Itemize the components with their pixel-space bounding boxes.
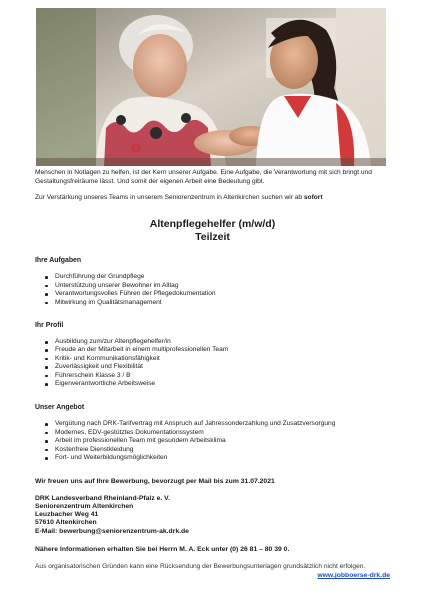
tasks-heading: Ihre Aufgaben: [35, 257, 82, 265]
list-item: Eigenverantwortliche Arbeitsweise: [55, 380, 390, 388]
tasks-list: [35, 273, 390, 307]
list-item: Zuverlässigkeit und Flexibilität: [55, 363, 390, 371]
reinforcement-sentence: Zur Verstärkung unseres Teams in unserem Seniorenzentrum in Altenkirchen suchen wir ab: [35, 194, 304, 202]
reinforcement-text: [35, 193, 390, 202]
contact-info: Nähere Informationen erhalten Sie bei Herrn M. A. Eck unter (0) 26 81 – 80 39 0.: [35, 545, 290, 553]
offer-list: [35, 420, 390, 462]
list-item: Führerschein Klasse 3 / B: [55, 372, 390, 380]
list-item: Kostenfreie Dienstkleidung: [55, 446, 390, 454]
address-facility: Seniorenzentrum Altenkirchen: [35, 502, 134, 510]
list-item: Vergütung nach DRK-Tarifvertrag mit Anspruch auf Jahressonderzahlung und Zusatzversorgung: [55, 420, 390, 428]
list-item: Unterstützung unserer Bewohner im Alltag: [55, 282, 390, 290]
reinforcement-emphasis: sofort: [303, 194, 323, 202]
caregiver-photo-illustration: [36, 8, 386, 166]
list-item: Durchführung der Grundpflege: [55, 273, 390, 281]
header-photo: [36, 8, 386, 166]
list-item: Modernes, EDV-gestütztes Dokumentationssystem: [55, 429, 390, 437]
application-deadline: Wir freuen uns auf Ihre Bewerbung, bevorzugt per Mail bis zum 31.07.2021: [35, 477, 275, 485]
list-item: Mitwirkung im Qualitätsmanagement: [55, 299, 390, 307]
list-item: Fort- und Weiterbildungsmöglichkeiten: [55, 454, 390, 462]
list-item: Verantwortungsvolles Führen der Pflegedokumentation: [55, 290, 390, 298]
list-item: Arbeit im professionellen Team mit gesundem Arbeitsklima: [55, 437, 390, 445]
list-item: Ausbildung zum/zur Altenpflegehelfer/in: [55, 338, 390, 346]
list-item: Kritik- und Kommunikationsfähigkeit: [55, 355, 390, 363]
intro-text: Menschen in Notlagen zu helfen, ist der Kern unserer Aufgabe. Eine Aufgabe, die Verantwortung mit sich bringt und Gestaltungsfreiräume lässt. Und somit der eigenen Arbeit eine Bedeutung gibt.: [35, 169, 372, 186]
job-title: Altenpflegehelfer (m/w/d): [149, 218, 276, 231]
address-org: DRK Landesverband Rheinland-Pfalz e. V.: [35, 494, 170, 502]
return-note: Aus organisatorischen Gründen kann eine Rücksendung der Bewerbungsunterlagen grundsätzlich nicht erfolgen.: [35, 562, 366, 570]
jobboerse-link[interactable]: www.jobboerse-drk.de: [317, 572, 390, 579]
address-street: Leuzbacher Weg 41: [35, 511, 99, 519]
address-email[interactable]: E-Mail: bewerbung@seniorenzentrum-ak.drk.de: [35, 527, 189, 535]
contact-address: [35, 495, 390, 536]
profile-list: [35, 338, 390, 388]
job-title-block: [35, 218, 390, 243]
address-city: 57610 Altenkirchen: [35, 519, 97, 527]
ad-content: [35, 168, 390, 572]
offer-heading: Unser Angebot: [35, 404, 85, 412]
job-subtitle: Teilzeit: [195, 231, 230, 244]
profile-heading: Ihr Profil: [35, 322, 64, 330]
list-item: Freude an der Mitarbeit in einem multiprofessionellen Team: [55, 346, 390, 354]
